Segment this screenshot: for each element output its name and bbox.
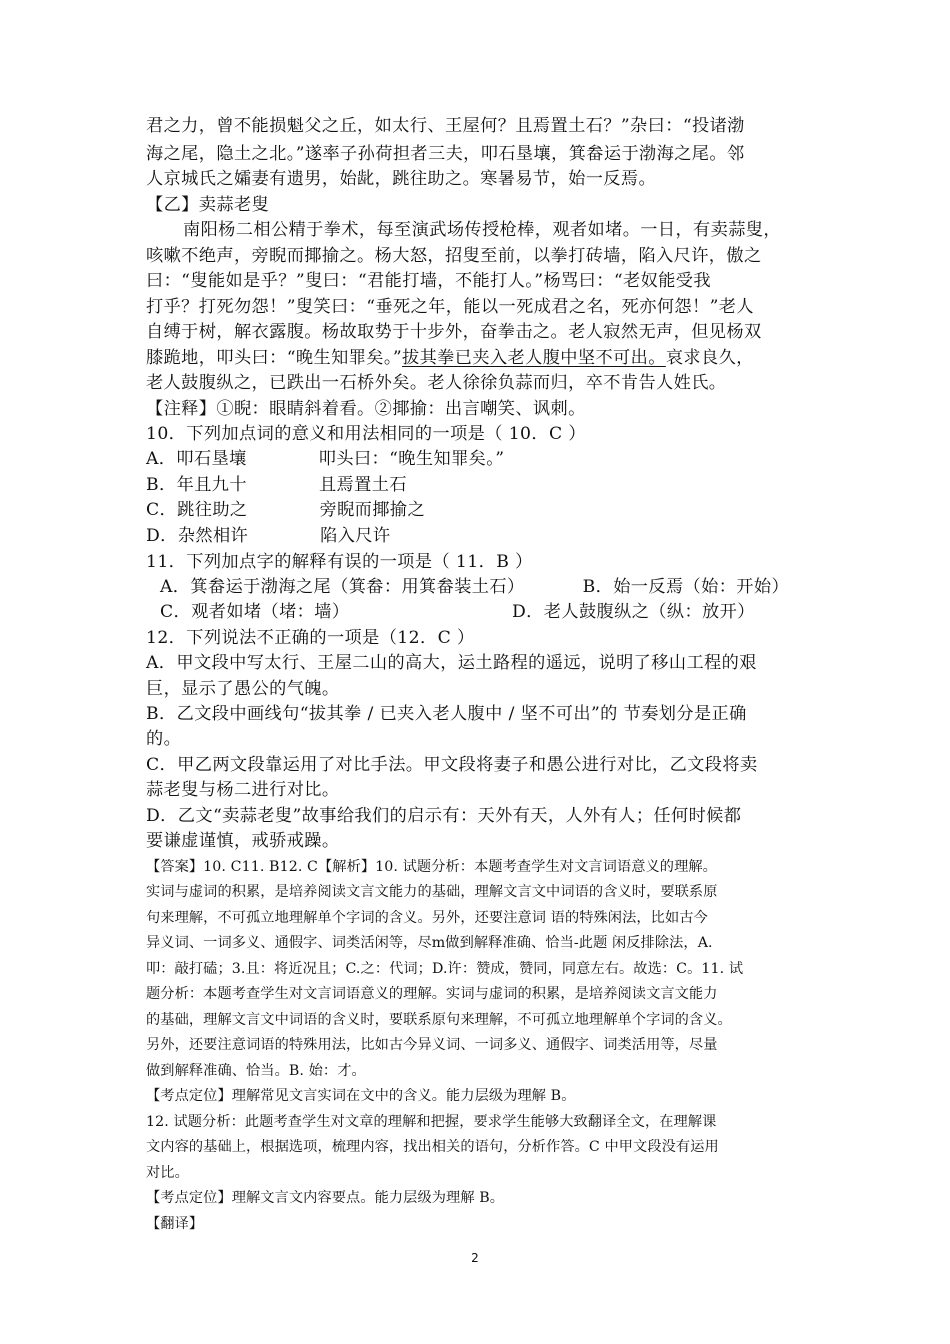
option-text: A．箕畚运于渤海之尾（箕畚：用箕畚装土石） — [160, 577, 525, 597]
text-segment: 哀求良久， — [665, 348, 754, 368]
answer-line: 题分析：本题考查学生对文言词语意义的理解。实词与虚词的积累，是培养阅读文言文能力 — [146, 986, 718, 1002]
text-line: 君之力，曾不能损魁父之丘，如太行、王屋何？且焉置土石？”杂曰：“投诸渤 — [146, 116, 745, 136]
answer-line: 【考点定位】理解文言文内容要点。能力层级为理解 B。 — [146, 1190, 505, 1206]
text-line: C．甲乙两文段靠运用了对比手法。甲文段将妻子和愚公进行对比，乙文段将卖 — [146, 755, 758, 775]
option-text: D．杂然相许 — [146, 526, 249, 546]
option-text: D．老人鼓腹纵之（纵：放开） — [512, 602, 755, 622]
text-line — [146, 346, 754, 370]
answer-line: 【考点定位】理解常见文言实词在文中的含义。能力层级为理解 B。 — [146, 1088, 576, 1104]
option-line — [146, 447, 504, 471]
text-line: D．乙文“卖蒜老叟”故事给我们的启示有：天外有天，人外有人；任何时候都 — [146, 806, 742, 826]
answer-line: 实词与虚词的积累，是培养阅读文言文能力的基础，理解文言文中词语的含义时，要联系原 — [146, 884, 718, 900]
text-line: 咳嗽不绝声，旁睨而揶揄之。杨大怒，招叟至前，以拳打砖墙，陷入尺许，傲之 — [146, 246, 762, 266]
option-text: 且焉置土石 — [318, 475, 407, 495]
text-line: 人京城氏之孀妻有遗男，始龀，跳往助之。寒暑易节，始一反焉。 — [146, 169, 657, 189]
answer-line: 另外，还要注意词语的特殊用法，比如古今异义词、一词多义、通假字、词类活用等，尽量 — [146, 1037, 718, 1053]
answer-line: 句来理解，不可孤立地理解单个字词的含义。另外，还要注意词 语的特殊闲法，比如古今 — [146, 910, 708, 926]
annotation-line: 【注释】①睨：眼睛斜着看。②揶揄：出言嘲笑、讽刺。 — [146, 399, 586, 419]
option-text: B．年且九十 — [146, 475, 247, 495]
option-line — [146, 473, 407, 497]
text-line: 蒜老叟与杨二进行对比。 — [146, 780, 340, 800]
text-line: 巨，显示了愚公的气魄。 — [146, 679, 340, 699]
option-line — [160, 575, 789, 599]
text-line: 打乎？打死勿怨！”叟笑曰：“垂死之年，能以一死成君之名，死亦何怨！”老人 — [146, 297, 754, 317]
text-segment: 膝跪地，叩头曰：“晚生知罪矣。” — [146, 348, 402, 368]
page-number: 2 — [471, 1251, 479, 1265]
answer-line: 异义词、一词多义、通假字、词类活闲等，尽m做到解释准确、恰当-此题 闲反排除法，A. — [146, 935, 713, 951]
answer-line: 做到解释准确、恰当。B. 始：才。 — [146, 1063, 366, 1079]
text-line: 海之尾，隐土之北。”遂率子孙荷担者三夫，叩石垦壤，箕畚运于渤海之尾。邻 — [146, 144, 745, 164]
question-11: 11．下列加点字的解释有误的一项是（ 11．B ） — [146, 552, 533, 572]
text-line: A．甲文段中写太行、王屋二山的高大，运土路程的遥远，说明了移山工程的艰 — [146, 653, 757, 673]
answer-line: 12. 试题分析：此题考查学生对文章的理解和把握，要求学生能够大致翻译全文，在理解课 — [146, 1114, 717, 1130]
section-heading: 【乙】卖蒜老叟 — [146, 195, 270, 215]
question-10: 10．下列加点词的意义和用法相同的一项是（ 10．C ） — [146, 424, 586, 444]
answer-line: 对比。 — [146, 1165, 189, 1181]
text-line: 要谦虚谨慎，戒骄戒躁。 — [146, 831, 340, 851]
option-text: C．跳往助之 — [146, 500, 248, 520]
text-line: 老人鼓腹纵之，已跌出一石桥外矣。老人徐徐负蒜而归，卒不肯告人姓氏。 — [146, 373, 727, 393]
text-line: 的。 — [146, 729, 182, 749]
option-text: 陷入尺许 — [320, 526, 391, 546]
text-line: B．乙文段中画线句“拔其拳 / 已夹入老人腹中 / 坚不可出”的 节奏划分是正确 — [146, 704, 747, 724]
answer-line: 叩：敲打磕；3.且：将近况且；C.之：代词；D.许：赞成，赞同，同意左右。故选：C。11. 试 — [146, 961, 744, 977]
text-line: 曰：“叟能如是乎？”叟曰：“君能打墙，不能打人。”杨骂曰：“老奴能受我 — [146, 271, 711, 291]
option-text: A．叩石垦壤 — [146, 449, 247, 469]
question-12: 12．下列说法不正确的一项是（12．C ） — [146, 628, 475, 648]
option-text: 叩头曰：“晚生知罪矣。” — [318, 449, 505, 469]
option-text: 旁睨而揶揄之 — [319, 500, 426, 520]
underlined-sentence: 拔其拳已夹入老人腹中坚不可出。 — [402, 348, 666, 368]
option-line — [146, 498, 425, 522]
answer-line: 文内容的基础上，根据选项，梳理内容，找出相关的语句，分析作答。C 中甲文段没有运用 — [146, 1139, 719, 1155]
option-text: C．观者如堵（堵：墙） — [160, 602, 350, 622]
text-line: 自缚于树，解衣露腹。杨故取势于十步外，奋拳击之。老人寂然无声，但见杨双 — [146, 322, 762, 342]
text-line: 南阳杨二相公精于拳术，每至演武场传授枪棒，观者如堵。一日，有卖蒜叟， — [183, 220, 781, 240]
answer-line: 【翻译】 — [146, 1216, 204, 1232]
option-line — [146, 524, 390, 548]
option-line — [160, 600, 755, 624]
answer-line: 【答案】10. C11. B12. C【解析】10. 试题分析：本题考查学生对文言词语意义的理解。 — [146, 859, 717, 875]
option-text: B．始一反焉（始：开始） — [582, 577, 790, 597]
answer-line: 的基础，理解文言文中词语的含义时，要联系原句来理解，不可孤立地理解单个字词的含义。 — [146, 1012, 732, 1028]
